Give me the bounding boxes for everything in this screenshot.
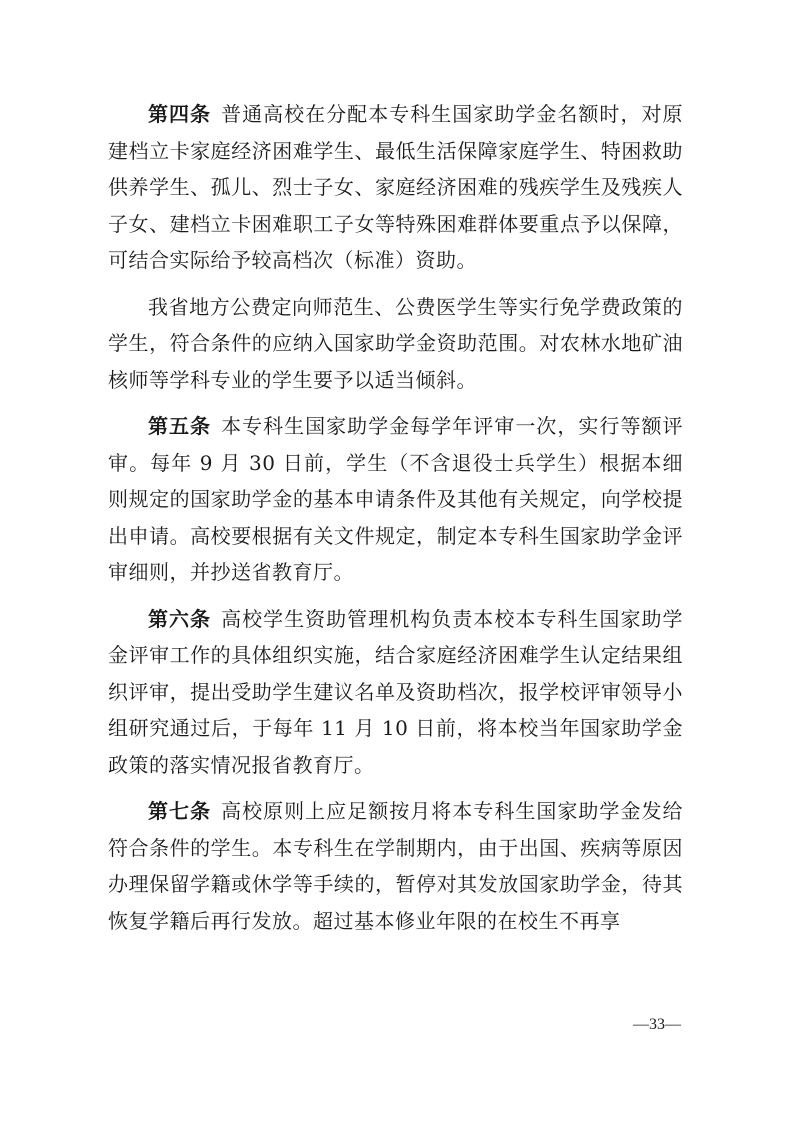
paragraph-article-5 xyxy=(108,408,683,591)
paragraph-article-4 xyxy=(108,96,683,279)
article-heading: 第七条 xyxy=(148,799,212,823)
paragraph-text: 我省地方公费定向师范生、公费医学生等实行免学费政策的学生，符合条件的应纳入国家助学金资助范围。对农林水地矿油核师等学科专业的学生要予以适当倾斜。 xyxy=(108,294,683,392)
page-number: —33— xyxy=(633,1016,681,1033)
paragraph-text: 高校学生资助管理机构负责本校本专科生国家助学金评审工作的具体组织实施，结合家庭经济困难学生认定结果组织评审，提出受助学生建议名单及资助档次，报学校评审领导小组研究通过后，于每年 11 月 10 日前，将本校当年国家助学金政策的落实情况报省教育厅。 xyxy=(108,606,683,777)
paragraph-article-6 xyxy=(108,601,683,784)
article-heading: 第四条 xyxy=(148,102,212,126)
article-heading: 第五条 xyxy=(148,414,212,438)
article-heading: 第六条 xyxy=(148,606,212,631)
paragraph-article-7 xyxy=(108,793,683,939)
paragraph-text: 高校原则上应足额按月将本专科生国家助学金发给符合条件的学生。本专科生在学制期内，由于出国、疾病等原因办理保留学籍或休学等手续的，暂停对其发放国家助学金，待其恢复学籍后再行发放。超过基本修业年限的在校生不再享 xyxy=(108,799,683,933)
paragraph-text: 普通高校在分配本专科生国家助学金名额时，对原建档立卡家庭经济困难学生、最低生活保障家庭学生、特困救助供养学生、孤儿、烈士子女、家庭经济困难的残疾学生及残疾人子女、建档立卡困难职工子女等特殊困难群体要重点予以保障，可结合实际给予较高档次（标准）资助。 xyxy=(108,102,683,272)
paragraph-article-4-cont xyxy=(108,289,683,399)
paragraph-text: 本专科生国家助学金每学年评审一次，实行等额评审。每年 9 月 30 日前，学生（不含退役士兵学生）根据本细则规定的国家助学金的基本申请条件及其他有关规定，向学校提出申请。高校要根据有关文件规定，制定本专科生国家助学金评审细则，并抄送省教育厅。 xyxy=(108,414,683,584)
